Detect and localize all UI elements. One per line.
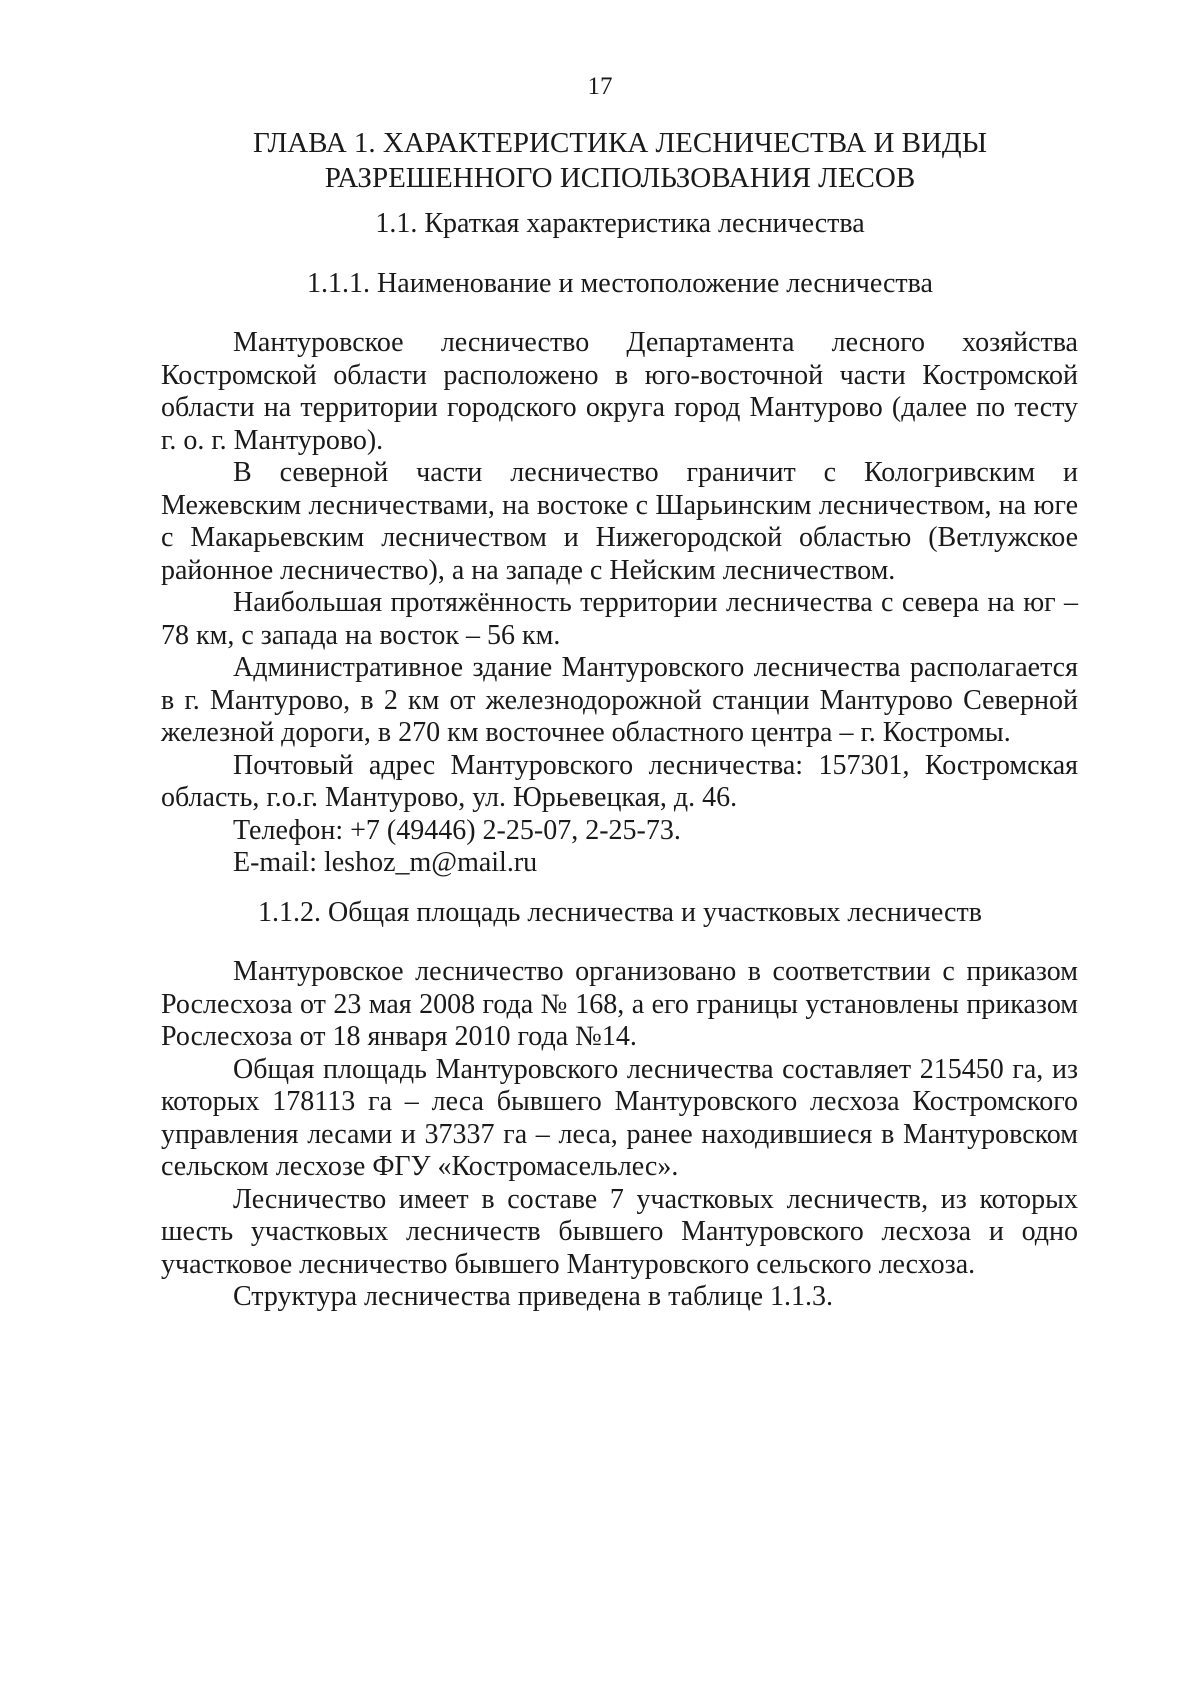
paragraph-extent: Наибольшая протяжённость территории лесничества с севера на юг – 78 км, с запада на восток – 56 км. xyxy=(161,587,1078,651)
chapter-title-line-2: РАЗРЕШЕННОГО ИСПОЛЬЗОВАНИЯ ЛЕСОВ xyxy=(324,162,916,194)
paragraph-borders: В северной части лесничество граничит с Кологривским и Межевским лесничествами, на востоке с Шарьинским лесничеством, на юге с Макарьевским лесничеством и Нижегородской областью (Ветлужское районное лесничество), а на западе с Нейским лесничеством. xyxy=(161,457,1078,586)
paragraph-composition: Лесничество имеет в составе 7 участковых лесничеств, из которых шесть участковых лесничеств бывшего Мантуровского лесхоза и одно участковое лесничество бывшего Мантуровского сельского лесхоза. xyxy=(161,1183,1078,1280)
paragraph-establishment: Мантуровское лесничество организовано в соответствии с приказом Рослесхоза от 23 мая 2008 года № 168, а его границы установлены приказом Рослесхоза от 18 января 2010 года №14. xyxy=(161,956,1078,1052)
paragraph-location: Мантуровское лесничество Департамента лесного хозяйства Костромской области расположено в юго-восточной части Костромской области на территории городского округа город Мантурово (далее по тесту г. о. г. Мантурово). xyxy=(161,327,1078,456)
section-heading-1-1: 1.1. Краткая характеристика лесничества xyxy=(375,208,865,239)
paragraph-office: Административное здание Мантуровского лесничества располагается в г. Мантурово, в 2 км от железнодорожной станции Мантурово Северной железной дороги, в 270 км восточнее областного центра – г. Костромы. xyxy=(161,652,1078,748)
paragraph-phone: Телефон: +7 (49446) 2-25-07, 2-25-73. xyxy=(233,814,681,846)
chapter-title-line-1: ГЛАВА 1. ХАРАКТЕРИСТИКА ЛЕСНИЧЕСТВА И ВИДЫ xyxy=(252,127,988,159)
paragraph-email: E-mail: leshoz_m@mail.ru xyxy=(233,847,538,878)
paragraph-structure-reference: Структура лесничества приведена в таблице 1.1.3. xyxy=(233,1281,834,1312)
paragraph-postal-address: Почтовый адрес Мантуровского лесничества: 157301, Костромская область, г.о.г. Мантурово, ул. Юрьевецкая, д. 46. xyxy=(161,749,1078,813)
section-1-1-1-body xyxy=(161,327,1078,880)
section-1-1-2-body xyxy=(161,956,1078,1314)
section-heading-1-1-2: 1.1.2. Общая площадь лесничества и участковых лесничеств xyxy=(258,897,982,928)
chapter-title xyxy=(160,126,1080,196)
page-number: 17 xyxy=(587,73,613,100)
section-heading-1-1-1: 1.1.1. Наименование и местоположение лесничества xyxy=(307,268,933,299)
paragraph-total-area: Общая площадь Мантуровского лесничества составляет 215450 га, из которых 178113 га – леса бывшего Мантуровского лесхоза Костромского управления лесами и 37337 га – леса, ранее находившиеся в Мантуровском сельском лесхозе ФГУ «Костромасельлес». xyxy=(161,1053,1078,1182)
